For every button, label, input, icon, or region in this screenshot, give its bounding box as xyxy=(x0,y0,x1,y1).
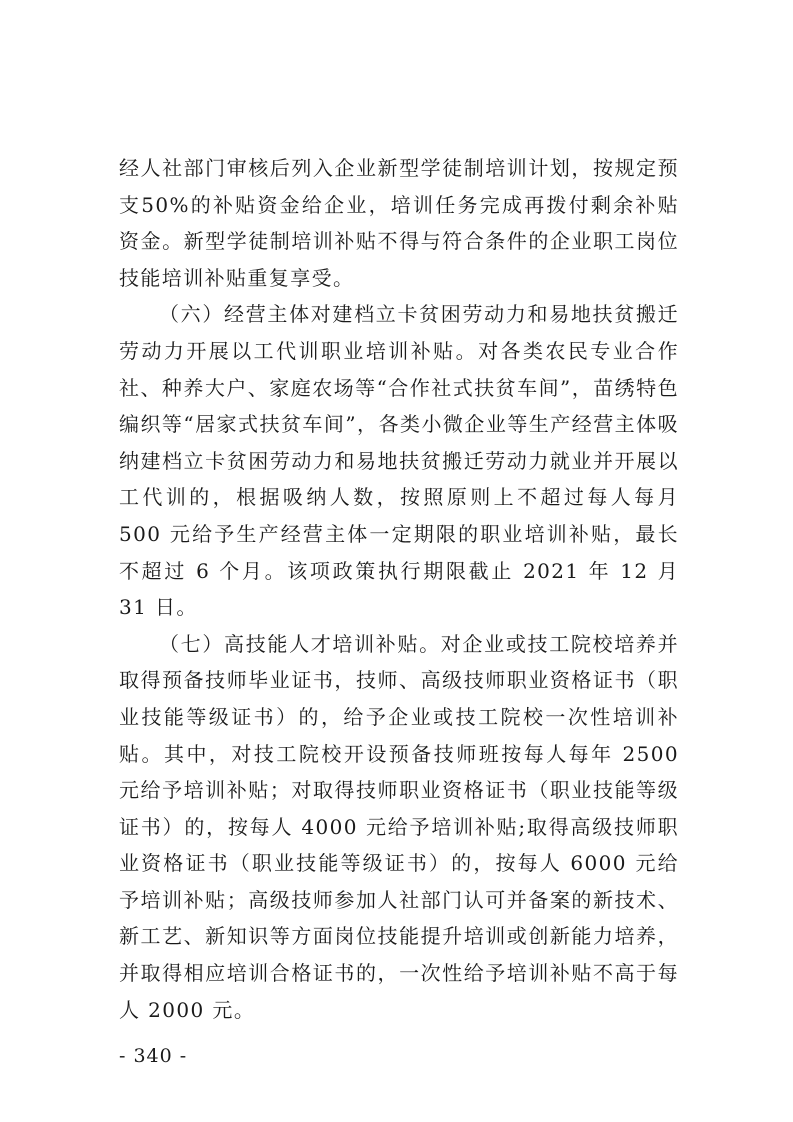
paragraph-section-7: （七）高技能人才培训补贴。对企业或技工院校培养并取得预备技师毕业证书，技师、高级技师职业资格证书（职业技能等级证书）的，给予企业或技工院校一次性培训补贴。其中，对技工院校开设预备技师班按每人每年 2500 元给予培训补贴；对取得技师职业资格证书（职业技能等级证书）的，按每人 4000 元给予培训补贴;取得高级技师职业资格证书（职业技能等级证书）的，按每人 6000 元给予培训补贴；高级技师参加人社部门认可并备案的新技术、新工艺、新知识等方面岗位技能提升培训或创新能力培养，并取得相应培训合格证书的，一次性给予培训补贴不高于每人 2000 元。 xyxy=(119,631,679,1022)
body-text xyxy=(119,150,679,1028)
paragraph-section-6: （六）经营主体对建档立卡贫困劳动力和易地扶贫搬迁劳动力开展以工代训职业培训补贴。对各类农民专业合作社、种养大户、家庭农场等“合作社式扶贫车间”，苗绣特色编织等“居家式扶贫车间”，各类小微企业等生产经营主体吸纳建档立卡贫困劳动力和易地扶贫搬迁劳动力就业并开展以工代训的，根据吸纳人数，按照原则上不超过每人每月 500 元给予生产经营主体一定期限的职业培训补贴，最长不超过 6 个月。该项政策执行期限截止 2021 年 12 月 31 日。 xyxy=(119,302,679,620)
page-number: - 340 - xyxy=(119,1045,188,1067)
paragraph-continuation: 经人社部门审核后列入企业新型学徒制培训计划，按规定预支50%的补贴资金给企业，培训任务完成再拨付剩余补贴资金。新型学徒制培训补贴不得与符合条件的企业职工岗位技能培训补贴重复享受。 xyxy=(119,156,679,290)
